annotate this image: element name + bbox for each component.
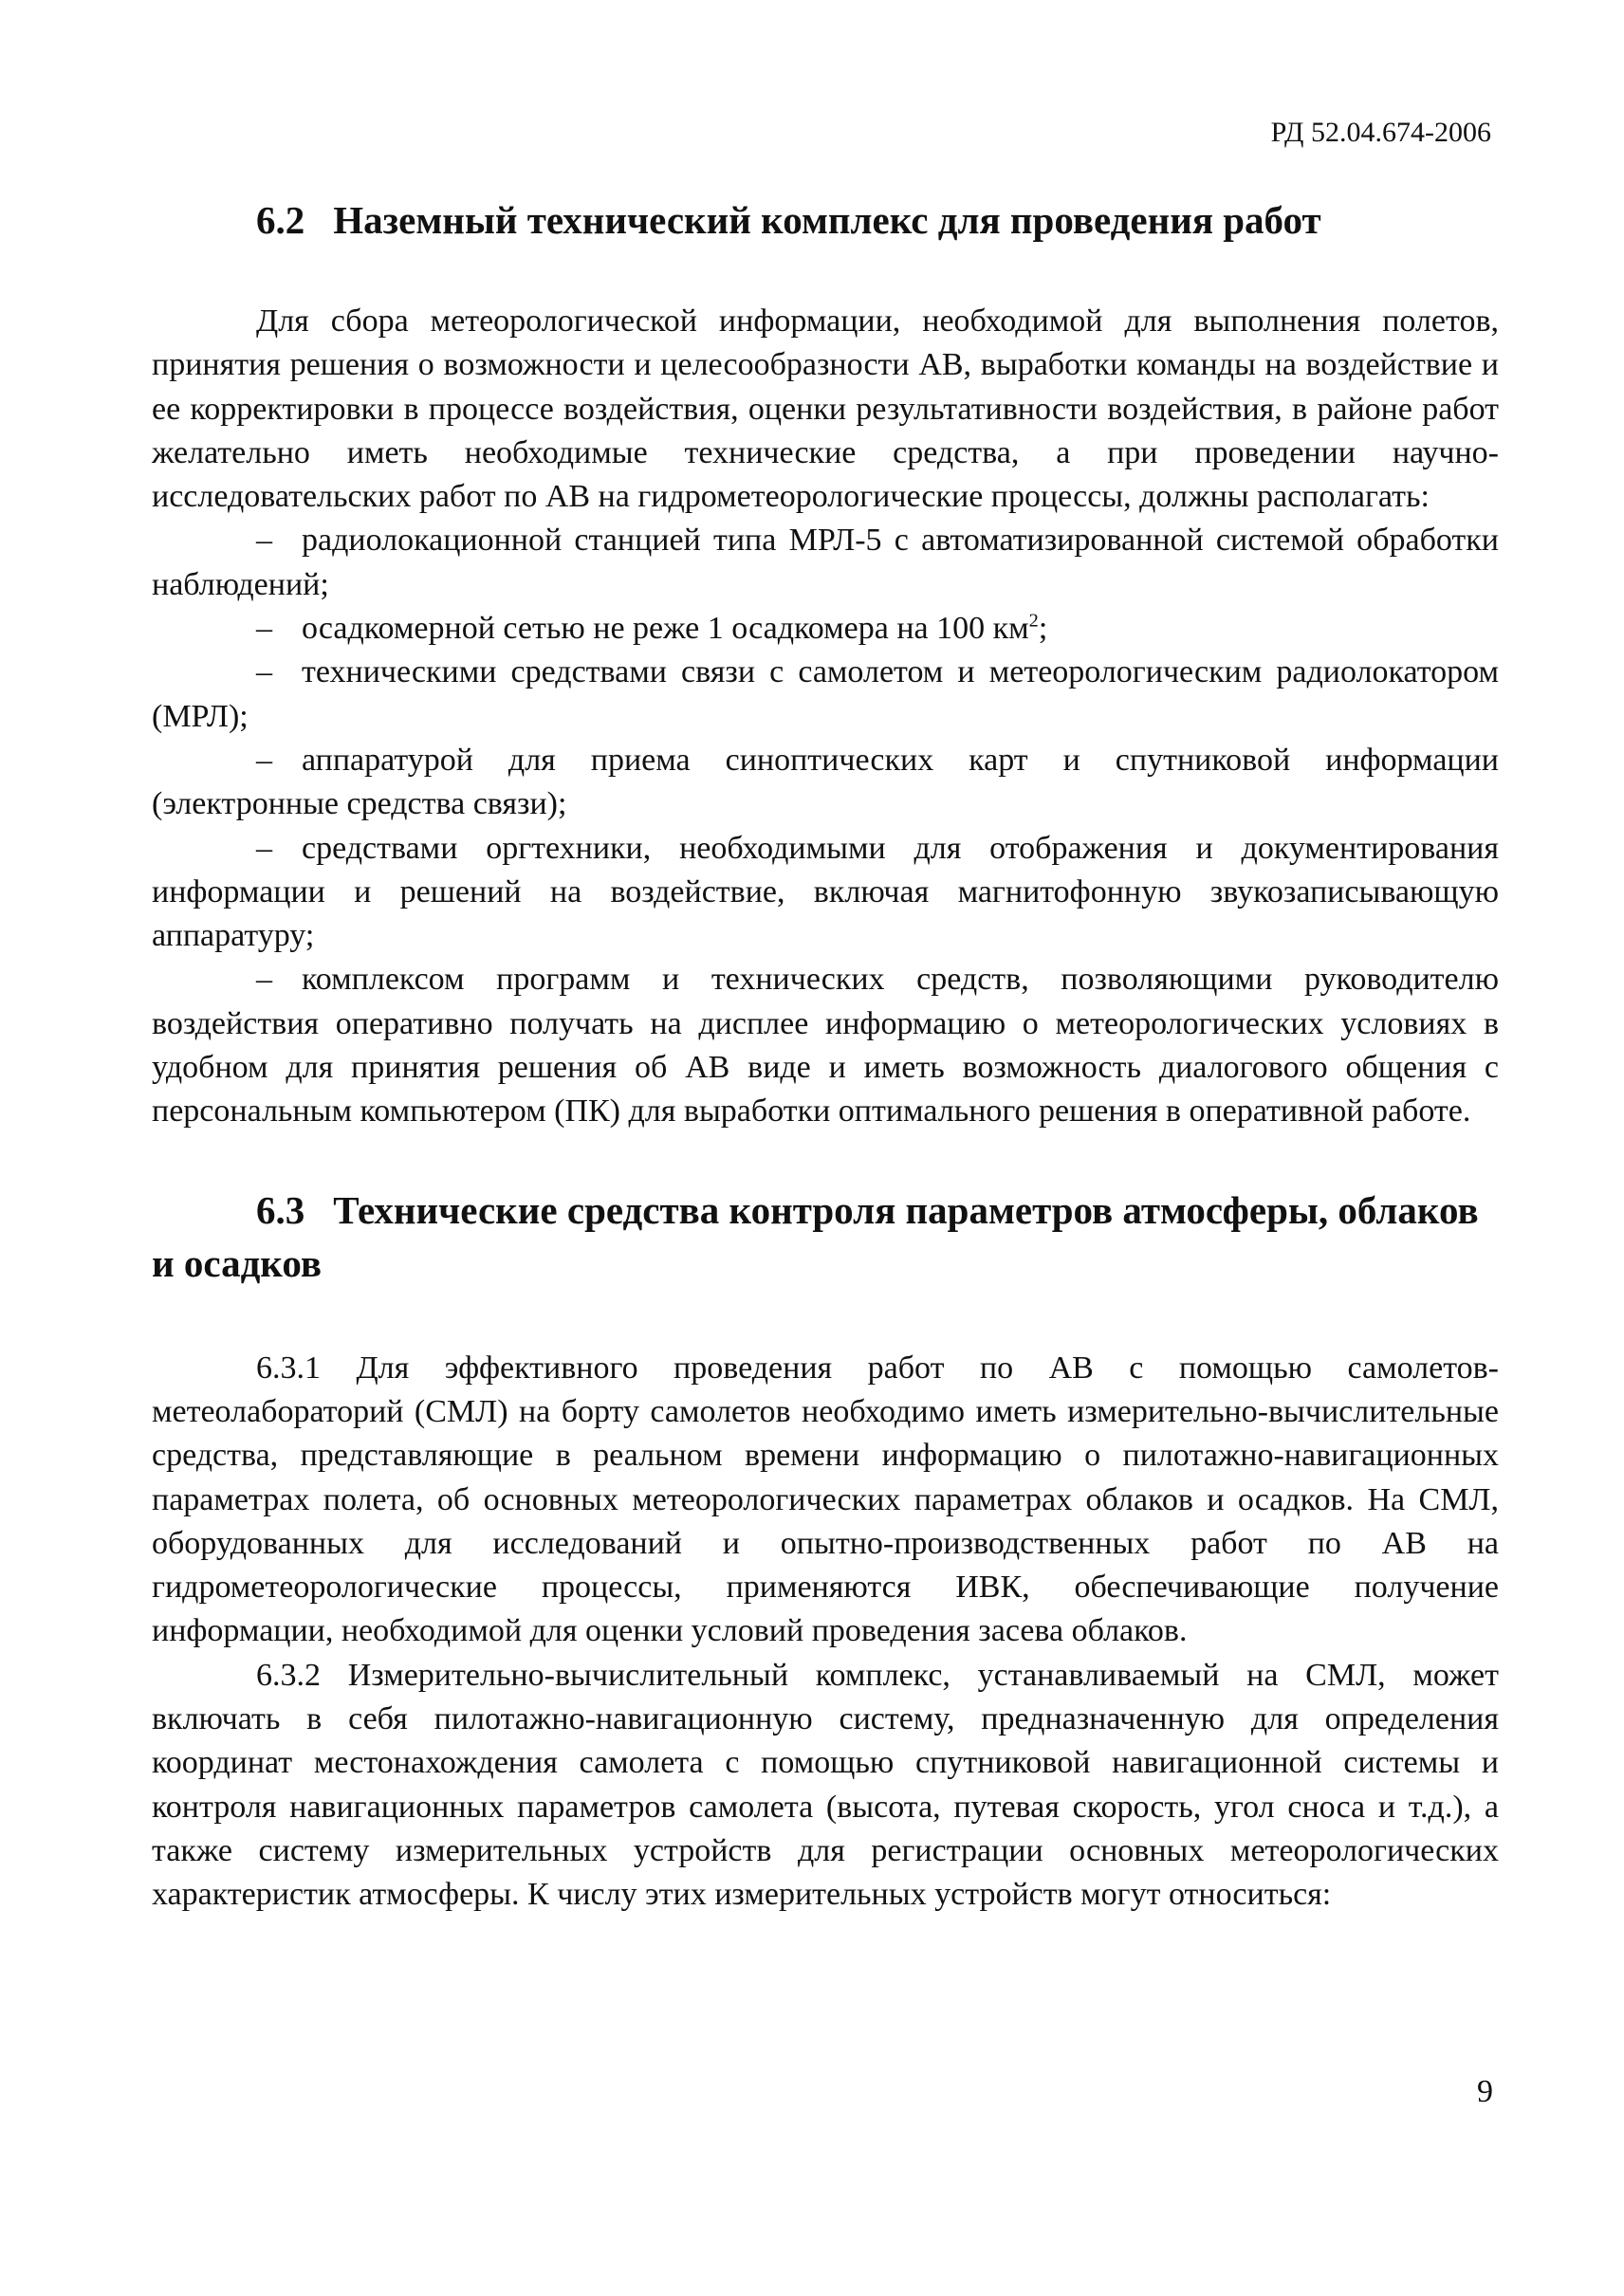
list-dash: – <box>256 830 272 866</box>
section-title: Технические средства контроля параметров атмосферы, облаков и осадков <box>152 1187 1479 1285</box>
section-number: 6.3 <box>256 1187 305 1232</box>
list-item-communication <box>152 651 1499 739</box>
list-item-text: аппаратурой для приема синоптических карт и спутниковой информации (электронные средства связи); <box>152 742 1499 822</box>
list-item-software <box>152 958 1499 1133</box>
list-item-radar <box>152 519 1499 607</box>
list-item-office-equipment <box>152 827 1499 959</box>
section-heading-6-2 <box>152 193 1499 247</box>
section-title: Наземный технический комплекс для проведения работ <box>333 198 1321 242</box>
document-code: РД 52.04.674-2006 <box>1270 117 1491 148</box>
section-heading-6-3 <box>152 1184 1499 1290</box>
page-number: 9 <box>1477 2074 1493 2109</box>
document-page <box>152 114 1499 1918</box>
section-intro-paragraph: Для сбора метеорологической информации, необходимой для выполнения полетов, принятия решения о возможности и целесообразности АВ, выработки команды на воздействие и ее корректировки в процессе воздействия, оценки результативности воздействия, в районе работ желательно иметь необходимые технические средства, а при проведении научно-исследовательских работ по АВ на гидрометеорологические процессы, должны располагать: <box>152 303 1499 515</box>
section-number: 6.2 <box>256 198 305 242</box>
list-item-text: техническими средствами связи с самолетом и метеорологическим радиолокатором (МРЛ); <box>152 654 1499 734</box>
list-dash: – <box>256 523 272 559</box>
superscript: 2 <box>1028 610 1039 632</box>
list-dash: – <box>256 962 272 998</box>
list-item-end: ; <box>1038 611 1048 647</box>
list-item-synoptic <box>152 739 1499 827</box>
list-item-text: средствами оргтехники, необходимыми для отображения и документирования информации и решений на воздействие, включая магнитофонную звукозаписывающую аппаратуру; <box>152 830 1499 954</box>
list-dash: – <box>256 742 272 778</box>
list-item-rain-gauge <box>152 607 1499 651</box>
paragraph-6-3-2: 6.3.2 Измерительно-вычислительный комплекс, устанавливаемый на СМЛ, может включать в себя пилотажно-навигационную систему, предназначенную для определения координат местонахождения самолета с помощью спутниковой навигационной системы и контроля навигационных параметров самолета (высота, путевая скорость, угол сноса и т.д.), а также систему измерительных устройств для регистрации основных метеорологических характеристик атмосферы. К числу этих измерительных устройств могут относиться: <box>152 1657 1499 1913</box>
list-item-text: радиолокационной станцией типа МРЛ-5 с автоматизированной системой обработки наблюдений; <box>152 523 1499 602</box>
list-item-text: осадкомерной сетью не реже 1 осадкомера на 100 км <box>302 611 1029 647</box>
list-dash: – <box>256 654 272 690</box>
list-dash: – <box>256 611 272 647</box>
paragraph-6-3-1: 6.3.1 Для эффективного проведения работ по АВ с помощью самолетов-метеолабораторий (СМЛ) на борту самолетов необходимо иметь измерительно-вычислительные средства, представляющие в реальном времени информацию о пилотажно-навигационных параметрах полета, об основных метеорологических параметрах облаков и осадков. На СМЛ, оборудованных для исследований и опытно-производственных работ по АВ на гидрометеорологические процессы, применяются ИВК, обеспечивающие получение информации, необходимой для оценки условий проведения засева облаков. <box>152 1350 1499 1649</box>
list-item-text: комплексом программ и технических средств, позволяющими руководителю воздействия оперативно получать на дисплее информацию о метеорологических условиях в удобном для принятия решения об АВ виде и иметь возможность диалогового общения с персональным компьютером (ПК) для выработки оптимального решения в оперативной работе. <box>152 962 1499 1130</box>
